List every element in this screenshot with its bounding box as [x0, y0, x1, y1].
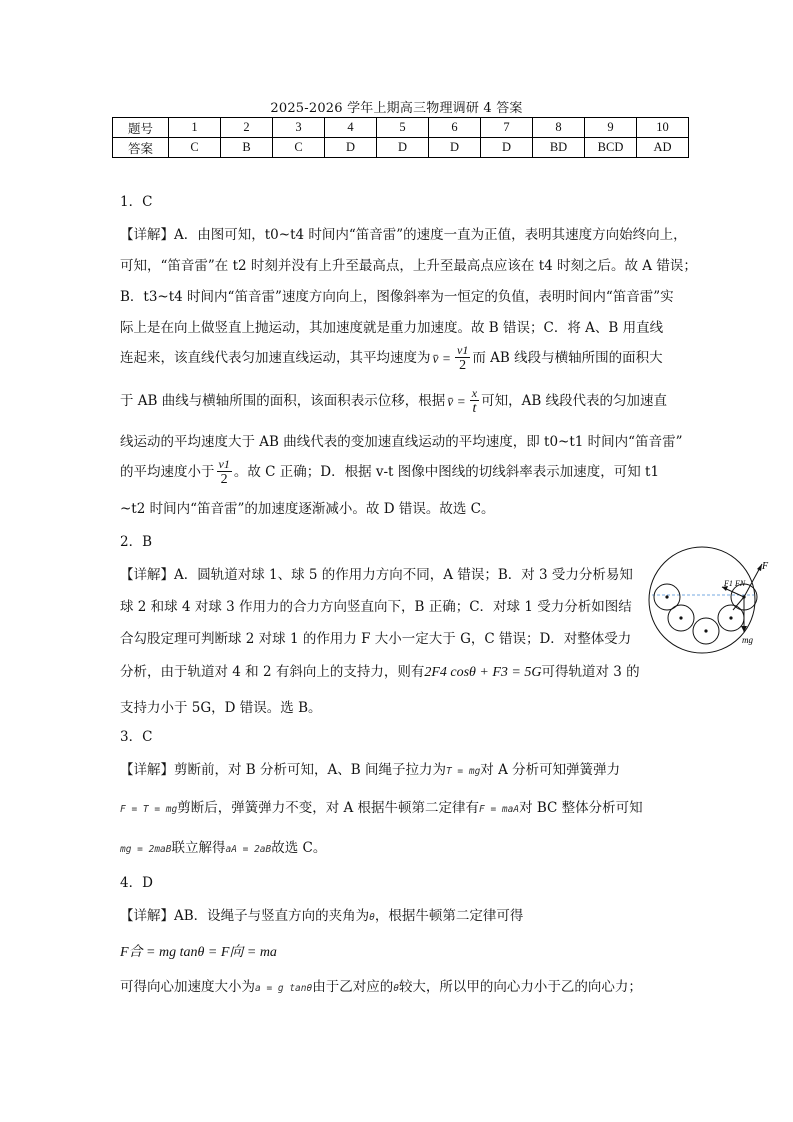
q1-line-2: 可知，“笛音雷”在 t2 时刻并没有上升至最高点，上升至最高点应该在 t4 时刻之后。故 A 错误； [120, 258, 697, 274]
answer-table-header-row [113, 118, 689, 138]
q2-equation: 2F4 cosθ + F3 = 5G [424, 665, 542, 680]
q3-equation-bc: mg = 2maB [120, 844, 172, 855]
q1-line-6-text-b: 可知，AB 线段代表的匀加速直 [481, 393, 668, 409]
fraction-denominator: t [472, 401, 477, 416]
q1-line-8-text-a: 的平均速度小于 [120, 464, 215, 480]
q1-line-6-text-a: 于 AB 曲线与横轴所围的面积，该面积表示位移，根据 [120, 393, 446, 409]
q4-equation-force: F合 = mg tanθ = F向 = ma [120, 945, 277, 960]
table-head-question-number: 题号 [113, 118, 169, 138]
q1-line-4: 际上是在向上做竖直上抛运动，其加速度就是重力加速度。故 B 错误；C．将 A、B 用直线 [120, 320, 664, 336]
v-bar-fraction: v̄ = [447, 393, 466, 409]
q2-number: 2．B [120, 534, 153, 550]
q1-line-7: 线运动的平均速度大于 AB 曲线代表的变加速直线运动的平均速度，即 t0~t1 时间内“笛音雷” [120, 434, 683, 450]
ball-center-dot [679, 616, 682, 619]
table-cell: D [481, 138, 533, 158]
q1-line-5-text-b: 而 AB 线段与横轴所围的面积大 [472, 350, 663, 366]
ball-center-dot [729, 616, 732, 619]
table-cell: BD [533, 138, 585, 158]
table-cell: 9 [585, 118, 637, 138]
q4-theta-symbol-2: θ [393, 983, 399, 994]
q3-number: 3．C [120, 729, 153, 745]
q1-line-1: 【详解】A．由图可知，t0~t4 时间内“笛音雷”的速度一直为正值，表明其速度方向始终向上， [120, 227, 687, 243]
q3-line-1 [120, 758, 620, 778]
circular-track [649, 547, 755, 653]
table-cell: 3 [273, 118, 325, 138]
force-arrow-F1 [733, 597, 744, 610]
q4-line-1 [120, 904, 523, 924]
fraction-numerator: x [471, 386, 478, 400]
table-cell: 6 [429, 118, 481, 138]
q1-fraction-x-over-t [470, 387, 479, 416]
q4-line-3 [120, 975, 642, 995]
q2-line-4-text-b: 可得轨道对 3 的 [541, 664, 640, 680]
table-cell: D [377, 138, 429, 158]
v-bar-fraction: v̄ = [432, 350, 451, 366]
q3-line-1-text-a: 【详解】剪断前，对 B 分析可知，A、B 间绳子拉力为 [120, 762, 446, 778]
page-title: 2025-2026 学年上期高三物理调研 4 答案 [270, 101, 523, 116]
q4-equation-accel: a = g tanθ [255, 983, 313, 994]
fraction-numerator: v1 [218, 457, 230, 471]
table-cell: AD [637, 138, 689, 158]
q1-fraction-v1-over-2 [455, 344, 470, 373]
table-cell: 10 [637, 118, 689, 138]
q1-line-6 [120, 387, 667, 416]
table-head-answer: 答案 [113, 138, 169, 158]
table-cell: 4 [325, 118, 377, 138]
ball-track-diagram [644, 542, 774, 654]
ball-center-dot [704, 629, 707, 632]
q2-line-3: 合勾股定理可判断球 2 对球 1 的作用力 F 大小一定大于 G，C 错误；D．对整体受力 [120, 631, 632, 647]
q1-line-8-text-b: 。故 C 正确；D．根据 v-t 图像中图线的切线斜率表示加速度，可知 t1 [233, 464, 660, 480]
q2-line-1: 【详解】A．圆轨道对球 1、球 5 的作用力方向不同，A 错误；B．对 3 受力分析易知 [120, 567, 633, 583]
table-cell: 7 [481, 118, 533, 138]
q3-line-2-text-a: 剪断后，弹簧弹力不变，对 A 根据牛顿第二定律有 [177, 800, 480, 816]
q3-equation-newton-a: F = maA [479, 804, 520, 815]
q4-number: 4．D [120, 875, 153, 891]
label-mg: mg [742, 635, 753, 645]
q1-line-5 [120, 344, 663, 373]
label-F: F [762, 561, 769, 572]
table-cell: B [221, 138, 273, 158]
q3-equation-tension: T = mg [445, 766, 481, 777]
q3-line-3-text-a: 联立解得 [171, 840, 226, 856]
answer-table-answer-row [113, 138, 689, 158]
table-cell: 1 [169, 118, 221, 138]
fraction-denominator: 2 [220, 472, 228, 487]
table-cell: 8 [533, 118, 585, 138]
q2-line-4-text-a: 分析，由于轨道对 4 和 2 有斜向上的支持力，则有 [120, 664, 425, 680]
label-FN: FN [735, 579, 746, 588]
q4-line-3-text-a: 可得向心加速度大小为 [120, 979, 255, 995]
q1-fraction-v1-over-2-b [217, 458, 232, 487]
q4-line-1-text-a: 【详解】AB．设绳子与竖直方向的夹角为 [120, 908, 370, 924]
q2-line-2: 球 2 和球 4 对球 3 作用力的合力方向竖直向下，B 正确；C．对球 1 受力分析如图结 [120, 599, 632, 615]
table-cell: 5 [377, 118, 429, 138]
ball-center-dot [665, 595, 668, 598]
table-cell: C [169, 138, 221, 158]
table-cell: D [429, 138, 481, 158]
label-F1: F1 [724, 579, 733, 588]
q3-line-2 [120, 796, 643, 816]
fraction-numerator: v1 [457, 343, 469, 357]
q1-line-8 [120, 458, 659, 487]
q4-line-1-text-b: ，根据牛顿第二定律可得 [374, 908, 524, 924]
q4-line-3-text-c: 较大，所以甲的向心力小于乙的向心力； [398, 979, 642, 995]
q2-line-5: 支持力小于 5G，D 错误。选 B。 [120, 700, 322, 716]
q4-line-3-text-b: 由于乙对应的 [312, 979, 394, 995]
q1-line-9: ~t2 时间内“笛音雷”的加速度逐渐减小。故 D 错误。故选 C。 [120, 501, 495, 517]
q4-line-2 [120, 941, 277, 961]
fraction-denominator: 2 [459, 358, 467, 373]
answer-table [112, 117, 689, 158]
q3-line-3-text-b: 故选 C。 [271, 840, 327, 856]
q3-line-2-text-b: 对 BC 整体分析可知 [519, 800, 643, 816]
q3-equation-result: aA = 2aB [225, 844, 272, 855]
table-cell: 2 [221, 118, 273, 138]
q1-number: 1．C [120, 194, 153, 210]
table-cell: BCD [585, 138, 637, 158]
q3-equation-spring: F = T = mg [120, 804, 178, 815]
q2-line-4 [120, 660, 640, 681]
q3-line-3 [120, 836, 326, 856]
table-cell: C [273, 138, 325, 158]
q3-line-1-text-b: 对 A 分析可知弹簧弹力 [480, 762, 621, 778]
q1-line-5-text-a: 连起来，该直线代表匀加速直线运动，其平均速度为 [120, 350, 431, 366]
q1-line-3: B．t3~t4 时间内“笛音雷”速度方向向上，图像斜率为一恒定的负值，表明时间内“笛音雷”实 [120, 289, 674, 305]
table-cell: D [325, 138, 377, 158]
q4-theta-symbol: θ [369, 912, 375, 923]
